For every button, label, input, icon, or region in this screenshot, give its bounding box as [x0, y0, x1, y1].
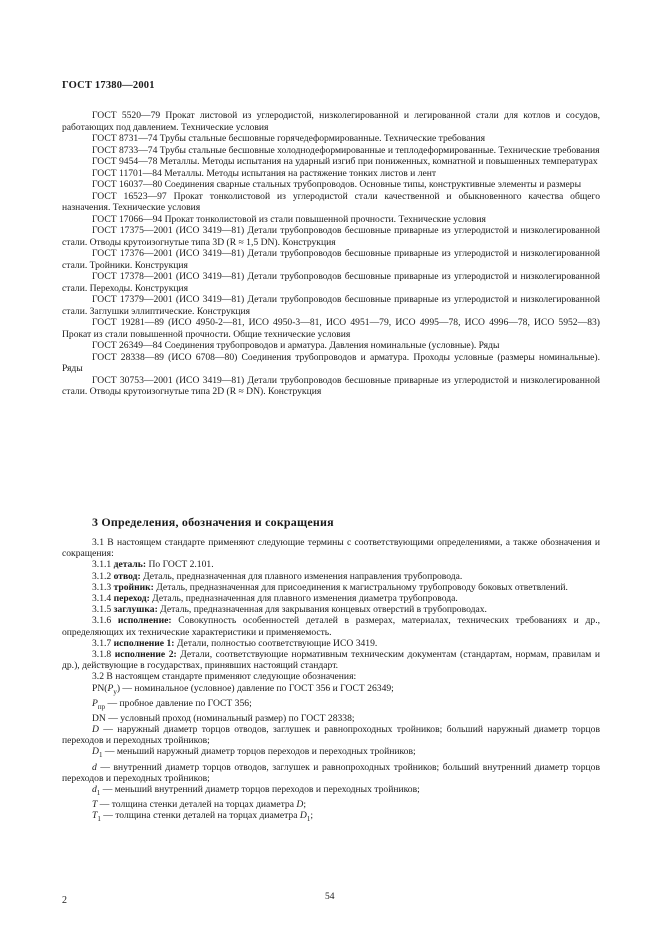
symbol-text: PN(: [92, 682, 108, 694]
def-term: переход:: [113, 593, 150, 605]
symbol-subscript: у: [113, 687, 117, 696]
symbol: T: [92, 810, 98, 822]
reference-item: ГОСТ 26349—84 Соединения трубопроводов и арматура. Давления номинальные (условные). Ряды: [92, 340, 500, 351]
symbol-subscript: 1: [306, 815, 311, 824]
symbol-subscript: пр: [97, 702, 106, 711]
def-number: 3.1.1: [92, 559, 114, 571]
symbol-item: [62, 698, 600, 713]
symbol: D: [92, 746, 99, 758]
reference-item: ГОСТ 16523—97 Прокат тонколистовой из углеродистой стали качественной и обыкновенного качества общего назначения. Технические условия: [62, 190, 600, 213]
reference-item: ГОСТ 17066—94 Прокат тонколистовой из стали повышенной прочности. Технические условия: [92, 213, 486, 225]
symbol: d: [92, 783, 97, 795]
symbol-subscript: 1: [96, 788, 101, 797]
def-text: Деталь, предназначенная для закрывания концевых отверстий в трубопроводах.: [157, 604, 487, 616]
reference-item: ГОСТ 28338—89 (ИСО 6708—80) Соединения трубопроводов и арматура. Проходы условные (размеры номинальные). Ряды: [62, 351, 600, 374]
sheet-number: 54: [325, 892, 335, 902]
normative-references-list: [62, 110, 600, 398]
definition-item: [62, 582, 600, 593]
symbol: D: [296, 799, 304, 811]
page-number: 2: [62, 895, 67, 906]
symbol-item: [62, 810, 600, 825]
symbol-item: DN — условный проход (номинальный размер) по ГОСТ 28338;: [92, 712, 355, 724]
reference-item: ГОСТ 16037—80 Соединения сварные стальных трубопроводов. Основные типы, конструктивные элементы и размеры: [92, 179, 582, 190]
def-text: Деталь, предназначенная для плавного изменения диаметра трубопровода.: [149, 593, 458, 605]
symbol: d: [92, 761, 97, 773]
definitions-block: [62, 537, 600, 825]
symbol-desc: — толщина стенки деталей на торцах диаметра: [97, 799, 297, 811]
definition-item: [62, 571, 600, 582]
reference-item: ГОСТ 17376—2001 (ИСО 3419—81) Детали трубопроводов бесшовные приварные из углеродистой и низколегированной стали. Тройники. Конструкция: [62, 248, 600, 271]
symbol: D: [299, 810, 307, 822]
def-number: 3.1.7: [92, 637, 114, 649]
def-number: 3.1.6: [92, 615, 118, 627]
reference-item: ГОСТ 11701—84 Металлы. Методы испытания на растяжение тонких листов и лент: [92, 167, 437, 179]
def-text: Деталь, предназначенная для присоединения к магистральному трубопроводу боковых ответвлений.: [153, 581, 568, 593]
def-number: 3.1.2: [92, 570, 114, 582]
definition-item: [62, 649, 600, 671]
symbol-desc: — меньший внутренний диаметр торцов переходов и переходных тройников;: [100, 783, 420, 795]
symbol-item: [62, 784, 600, 799]
symbol-desc: — толщина стенки деталей на торцах диаметра: [100, 810, 300, 822]
def-term: исполнение:: [117, 615, 172, 627]
reference-item: ГОСТ 17379—2001 (ИСО 3419—81) Детали трубопроводов бесшовные приварные из углеродистой и низколегированной стали. Заглушки эллиптические. Конструкция: [62, 294, 600, 317]
def-number: 3.1.4: [92, 593, 114, 605]
reference-item: ГОСТ 17375—2001 (ИСО 3419—81) Детали трубопроводов бесшовные приварные из углеродистой и низколегированной стали. Отводы крутоизогнутые типа 3D (R ≈ 1,5 DN). Конструкция: [62, 225, 600, 248]
reference-item: ГОСТ 5520—79 Прокат листовой из углеродистой, низколегированной и легированной стали для котлов и сосудов, работающих под давлением. Технические условия: [62, 110, 600, 133]
symbol-desc: — пробное давление по ГОСТ 356;: [105, 697, 252, 709]
def-text: Деталь, предназначенная для плавного изменения направления трубопровода.: [140, 570, 463, 582]
def-term: исполнение 1:: [113, 637, 175, 649]
def-term: исполнение 2:: [114, 649, 177, 661]
def-term: деталь:: [113, 559, 147, 571]
definition-item: [62, 638, 600, 649]
symbol-item: [62, 683, 600, 698]
reference-item: ГОСТ 17378—2001 (ИСО 3419—81) Детали трубопроводов бесшовные приварные из углеродистой и низколегированной стали. Переходы. Конструкция: [62, 271, 600, 294]
symbol-item: [62, 762, 600, 784]
def-number: 3.1.3: [92, 581, 114, 593]
symbol-desc: — наружный диаметр торцов отводов, заглушек и равнопроходных тройников; больший наружный диаметр торцов переходов и переходных тройников;: [62, 724, 600, 747]
document-header: ГОСТ 17380—2001: [62, 80, 155, 91]
symbol: P: [92, 697, 98, 709]
def-text: Совокупность особенностей деталей в размерах, материалах, технических требованиях и др., определяющих их технические характеристики и применяемость.: [62, 615, 600, 638]
reference-item: ГОСТ 9454—78 Металлы. Методы испытания на ударный изгиб при пониженных, комнатной и повышенных температурах: [92, 156, 598, 167]
definition-item: [62, 559, 600, 570]
symbol: D: [92, 724, 99, 736]
reference-item: ГОСТ 19281—89 (ИСО 4950-2—81, ИСО 4950-3—81, ИСО 4951—79, ИСО 4995—78, ИСО 4996—78, ИСО 5952—83) Прокат из стали повышенной прочности. Общие технические условия: [62, 317, 600, 340]
symbol-subscript: 1: [98, 751, 103, 760]
symbol-item: [62, 746, 600, 761]
symbol-desc: — меньший наружный диаметр торцов переходов и переходных тройников;: [102, 746, 416, 758]
symbol: P: [107, 682, 114, 694]
symbol-text: ;: [310, 810, 313, 822]
symbol-text: ;: [303, 799, 306, 811]
def-term: тройник:: [113, 581, 154, 593]
def-text: Детали, полностью соответствующие ИСО 3419.: [174, 637, 378, 649]
def-term: заглушка:: [113, 604, 158, 616]
def-term: отвод:: [113, 570, 141, 582]
definition-item: [62, 593, 600, 604]
section-heading: 3 Определения, обозначения и сокращения: [92, 515, 334, 529]
paragraph: 3.1 В настоящем стандарте применяют следующие термины с соответствующими определениями, а также обозначения и сокращения:: [62, 537, 600, 560]
reference-item: ГОСТ 30753—2001 (ИСО 3419—81) Детали трубопроводов бесшовные приварные из углеродистой и низколегированной стали. Отводы крутоизогнутые типа 2D (R ≈ DN). Конструкция: [62, 374, 600, 397]
symbol-item: [62, 799, 600, 810]
def-number: 3.1.5: [92, 604, 114, 616]
symbol-subscript: 1: [97, 815, 101, 824]
symbol: T: [92, 799, 98, 811]
def-text: По ГОСТ 2.101.: [146, 559, 214, 571]
reference-item: ГОСТ 8733—74 Трубы стальные бесшовные холоднодеформированные и теплодеформированные. Технические требования: [92, 144, 600, 156]
def-number: 3.1.8: [92, 649, 115, 661]
symbol-item: [62, 724, 600, 746]
def-text: Детали, соответствующие нормативным техническим документам (стандартам, нормам, правилам и др.), действующие в государствах, принявших настоящий стандарт.: [62, 649, 600, 672]
definition-item: [62, 604, 600, 615]
paragraph: 3.2 В настоящем стандарте применяют следующие обозначения:: [92, 671, 357, 683]
symbol-desc: ) — номинальное (условное) давление по ГОСТ 356 и ГОСТ 26349;: [116, 682, 394, 694]
definition-item: [62, 615, 600, 637]
reference-item: ГОСТ 8731—74 Трубы стальные бесшовные горячедеформированные. Технические требования: [92, 133, 486, 144]
symbol-desc: — внутренний диаметр торцов отводов, заглушек и равнопроходных тройников; больший внутренний диаметр торцов переходов и переходных тройников;: [62, 761, 600, 784]
